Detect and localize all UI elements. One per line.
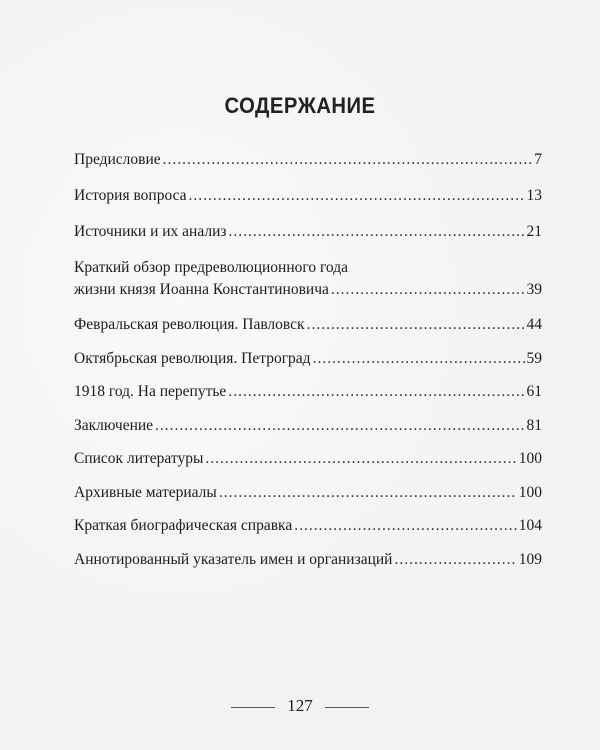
leader-dots	[294, 516, 517, 535]
leader-dots	[228, 382, 524, 401]
toc-entry-page: 39	[526, 281, 542, 298]
leader-dots	[219, 483, 517, 502]
toc-entry-page: 7	[534, 151, 542, 168]
toc-entry-index	[74, 550, 542, 569]
toc-entry-overview	[74, 258, 542, 299]
leader-dots	[163, 150, 533, 169]
page-number: 127	[287, 696, 313, 715]
toc-entry-label: История вопроса	[74, 187, 187, 204]
leader-dots	[155, 416, 524, 435]
toc-entry-history	[74, 186, 542, 205]
toc-entry-page: 100	[518, 484, 542, 501]
toc-entry-february	[74, 315, 542, 334]
toc-entry-label: Краткая биографическая справка	[74, 517, 293, 534]
leader-dots	[307, 315, 525, 334]
toc-entry-label: Февральская революция. Павловск	[74, 316, 305, 333]
toc-entry-page: 21	[526, 223, 542, 240]
leader-dots	[331, 280, 525, 299]
toc-entry-conclusion	[74, 416, 542, 435]
toc-entry-page: 81	[526, 417, 542, 434]
toc-entry-label: Предисловие	[74, 151, 161, 168]
toc-entry-label: Аннотированный указатель имен и организаций	[74, 551, 393, 568]
footer-rule-right	[325, 707, 369, 708]
toc-entry-biography	[74, 516, 542, 535]
leader-dots	[394, 550, 516, 569]
toc-entry-october	[74, 349, 542, 368]
page-title: СОДЕРЖАНИЕ	[224, 93, 376, 118]
toc-entry-page: 44	[526, 316, 542, 333]
toc-entry-page: 104	[518, 517, 542, 534]
toc-entry-page: 59	[526, 350, 542, 367]
leader-dots	[313, 349, 525, 368]
toc-entry-label: Источники и их анализ	[74, 223, 227, 240]
toc-entry-label-line1: Краткий обзор предреволюционного года	[74, 259, 349, 276]
toc-entry-bibliography	[74, 449, 542, 468]
toc-entry-1918	[74, 382, 542, 401]
page-footer	[0, 696, 600, 716]
toc-entry-sources	[74, 222, 542, 241]
toc-entry-page: 100	[518, 450, 542, 467]
toc-entry-page: 109	[518, 551, 542, 568]
toc-entry-label: Архивные материалы	[74, 484, 217, 501]
toc-entry-label: 1918 год. На перепутье	[74, 383, 227, 400]
toc-entry-label: Заключение	[74, 417, 154, 434]
toc-entry-archives	[74, 483, 542, 502]
toc-entry-label: Список литературы	[74, 450, 204, 467]
toc-entry-label: Октябрьская революция. Петроград	[74, 350, 311, 367]
footer-rule-left	[231, 707, 275, 708]
leader-dots	[205, 449, 516, 468]
toc-entry-page: 61	[526, 383, 542, 400]
toc-entry-label: жизни князя Иоанна Константиновича	[74, 281, 329, 298]
leader-dots	[229, 222, 525, 241]
toc-entry-preface	[74, 150, 542, 169]
leader-dots	[189, 186, 525, 205]
toc-entry-page: 13	[526, 187, 542, 204]
